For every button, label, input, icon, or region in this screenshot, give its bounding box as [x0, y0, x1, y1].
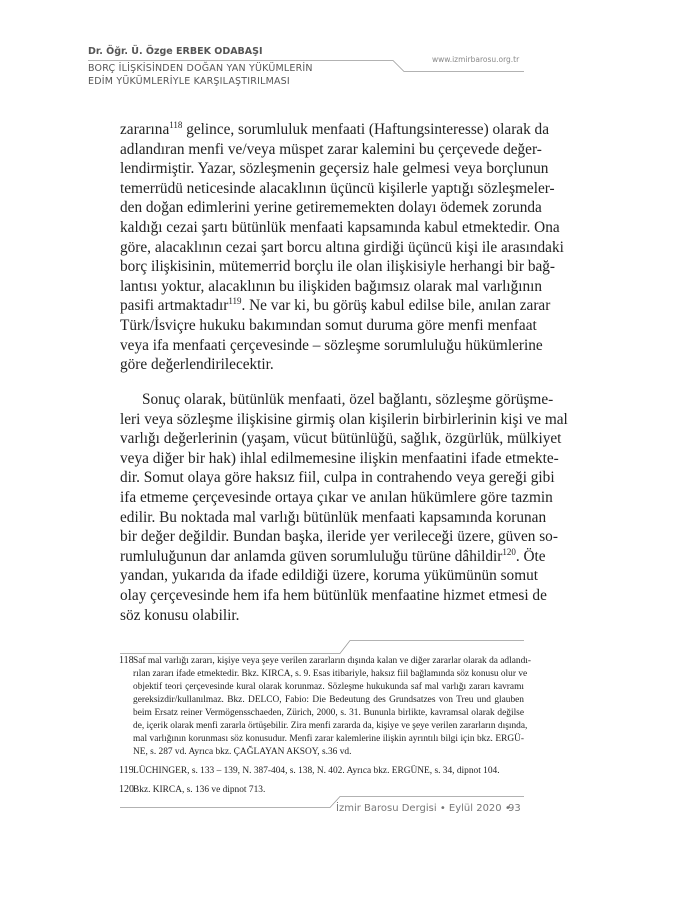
footnote-line: beim Ersatz reiner Vermögensschaeden, Zürich, 2000, s. 31. Bununla birlikte, kavramsal olarak değilse: [133, 708, 524, 718]
footnote-number: 119: [119, 765, 134, 776]
text-line: varlığı değerlerinin (yaşam, vücut bütünlüğü, sağlık, özgürlük, mülkiyet: [120, 430, 562, 448]
header-title: [88, 62, 313, 88]
text-line: pasifi artmaktadır$^{119}$. Ne var ki, bu görüş kabul edilse bile, anılan zarar: [120, 296, 551, 315]
footnote-line: gereksizdir/kullanılmaz. Bkz. DELCO, Fabio: Die Bedeutung des Grundsatzes von Treu und glauben: [133, 695, 524, 705]
footnote-ref[interactable]: 118: [169, 120, 183, 130]
footer-journal: İzmir Barosu Dergisi • Eylül 2020 •: [336, 803, 511, 814]
footnote-line: mal varlığının korunması söz konusudur. Menfi zarar kalemlerine ilişkin ayrıntılı bilgi için bkz. ERGÜ-: [133, 734, 524, 744]
footnote-ref[interactable]: 120: [502, 546, 516, 557]
text-line: olay çerçevesinde hem ifa hem bütünlük menfaatine hizmet etmesi de: [120, 586, 547, 604]
footnote-line: rılan zararı ifade etmektedir. Bkz. KIRCA, s. 9. Esas itibariyle, haksız fiil bağlamında söz konusu olur ve: [133, 669, 528, 679]
text-line: borç ilişkisinin, mütemerrid borçlu ile olan ilişkisiyle herhangi bir bağ-: [120, 258, 556, 276]
text-line: veya ifa menfaati çerçevesinde – sözleşme sorumluluğu hükümlerine: [120, 336, 543, 354]
footnotes: [119, 655, 531, 803]
header-title-line: BORÇ İLİŞKİSİNDEN DOĞAN YAN YÜKÜMLERİN: [88, 63, 313, 74]
text-line: dir. Somut olaya göre haksız fiil, culpa in contrahendo veya gereği gibi: [120, 469, 555, 487]
text-line: zararına$^{118}$ gelince, sorumluluk menfaati (Haftungsinteresse) olarak da: [120, 120, 549, 138]
header-author: Dr. Öğr. Ü. Özge ERBEK ODABAŞI: [88, 46, 263, 57]
text-line: söz konusu olabilir.: [120, 606, 240, 624]
header-title-line: EDİM YÜKÜMLERİYLE KARŞILAŞTIRILMASI: [88, 76, 290, 87]
text-line: kaldığı cezai şartı bütünlük menfaati kapsamında kabul etmektedir. Ona: [120, 218, 560, 236]
text-line: ifa etmeme çerçevesinde ortaya çıkar ve anılan hükümlere göre tazmin: [120, 488, 553, 506]
footnote-line: NE, s. 287 vd. Ayrıca bkz. ÇAĞLAYAN AKSOY, s.36 vd.: [133, 747, 352, 757]
text-line: göre değerlendirilecektir.: [120, 356, 274, 374]
body-paragraph-2: [120, 390, 568, 625]
text-line: adlandıran menfi ve/veya müspet zarar kalemini bu çerçevede değer-: [120, 140, 542, 158]
text-line: göre, alacaklının cezai şart borcu altına girdiği üçüncü kişi ile arasındaki: [120, 238, 564, 256]
footnote-number: 118: [119, 655, 134, 666]
footnote-number: 120: [119, 784, 134, 795]
footnote-line: de, içerik olarak menfi zararla örtüşebilir. Zira menfi zararda da, kişiye ve şeye verilen zararların dışında,: [133, 721, 528, 731]
text-line: lendirmiştir. Yazar, sözleşmenin geçersiz hale gelmesi veya borçlunun: [120, 160, 549, 178]
text-line: lantısı yoktur, alacaklının bu ilişkiden bağımsız olarak mal varlığının: [120, 277, 543, 295]
text-line: leri veya sözleşme ilişkisine girmiş olan kişilerin birbirlerinin kişi ve mal: [120, 410, 568, 428]
footnote-divider: [120, 640, 524, 654]
footnote: [120, 765, 524, 778]
footnote: [119, 655, 531, 759]
footnote-line: LÜCHINGER, s. 133 – 139, N. 387-404, s. 138, N. 402. Ayrıca bkz. ERGÜNE, s. 34, dipnot 104.: [133, 766, 500, 776]
page-number: 93: [508, 803, 521, 814]
text-line: rumluluğunun dar anlamda güven sorumluluğu türüne dâhildir$^{120}$. Öte: [120, 546, 546, 565]
text-line: yandan, yukarıda da ifade edildiği üzere, koruma yükümünün somut: [120, 567, 538, 585]
footnote-line: Bkz. KIRCA, s. 136 ve dipnot 713.: [133, 785, 266, 795]
footnote-line: Saf mal varlığı zararı, kişiye veya şeye verilen zararların dışında kalan ve diğer zararlar olarak da adlandı-: [133, 656, 531, 666]
text-line: veya diğer bir hak) ihlal edilmemesine ilişkin menfaatini ifade etmekte-: [120, 449, 559, 467]
text-line: bir değer değildir. Bundan başka, ileride yer verileceği üzere, güven so-: [120, 528, 558, 546]
footnote-line: objektif teori çerçevesinde kural olarak korunmaz. Sözleşme hukukunda saf mal varlığı zararı kavramı: [133, 682, 524, 692]
footnote-ref[interactable]: 119: [228, 296, 242, 307]
text-line: den doğan edimlerini yerine getirememekten dolayı ödemek zorunda: [120, 199, 542, 217]
text-line: temerrüdü neticesinde alacaklının üçüncü kişilerle yaptığı sözleşmeler-: [120, 179, 555, 197]
body-paragraph-1: [120, 120, 564, 375]
text-line: edilir. Bu noktada mal varlığı bütünlük menfaati kapsamında korunan: [120, 508, 547, 526]
text-line: Sonuç olarak, bütünlük menfaati, özel bağlantı, sözleşme görüşme-: [142, 391, 554, 408]
text-line: Türk/İsviçre hukuku bakımından somut duruma göre menfi menfaat: [120, 316, 537, 334]
header-url: www.izmirbarosu.org.tr: [432, 55, 520, 64]
